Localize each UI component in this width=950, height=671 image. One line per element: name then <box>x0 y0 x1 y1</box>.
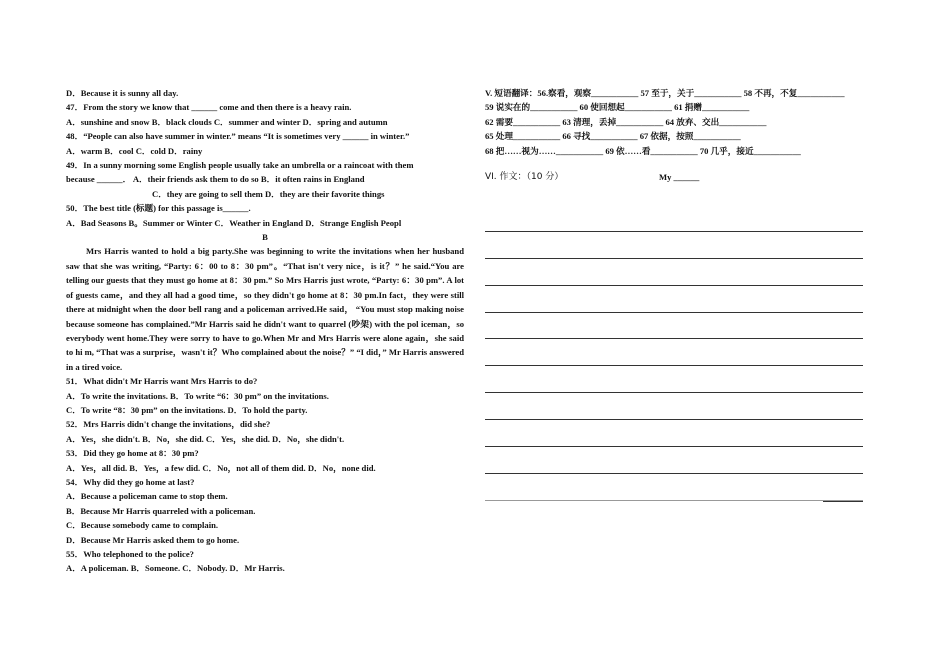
writing-line-end-mark <box>823 501 863 502</box>
writing-line[interactable] <box>485 259 863 286</box>
question-51-options-ab: A．To write the invitations. B．To write “6：30 pm” on the invitations. <box>66 390 329 401</box>
composition-my-label: My ______ <box>659 172 700 183</box>
composition-writing-area[interactable] <box>485 205 863 501</box>
question-55: 55．Who telephoned to the police? <box>66 549 194 559</box>
question-52: 52．Mrs Harris didn't change the invitations，did she? <box>66 419 271 430</box>
question-54-option-d: D．Because Mr Harris asked them to go home. <box>66 534 240 545</box>
question-52-options: A．Yes，she didn't. B．No，she did. C．Yes，she did. D．No，she didn't. <box>66 433 345 444</box>
question-50: 50．The best title (标题) for this passage is______. <box>66 203 251 214</box>
writing-line[interactable] <box>485 205 863 232</box>
question-54-option-a: A．Because a policeman came to stop them. <box>66 491 228 502</box>
question-53: 53．Did they go home at 8：30 pm? <box>66 448 199 459</box>
question-51: 51．What didn't Mr Harris want Mrs Harris to do? <box>66 376 258 387</box>
passage-b-body: Mrs Harris wanted to hold a big party.She was beginning to write the invitations when her husband saw that she was writing, “Party: 6：00 to 8：30 pm”。“That isn't very nice，is it？” he said.“You are telling our guests that they must go home at 8：30 pm.” So Mrs Harris just wrote, “Party: 6：30 pm”. A lot of guests came，and they all had a good time，so they didn't go home at 8：30 pm.In fact，they were still there at midnight when the door bell rang and a policeman arrived.He said， “You must stop making noise because someone has complained.”Mr Harris said he didn't want to quarrel (吵架) with the pol iceman，so everybody went home.They were sorry to have to go.When Mr and Mrs Harris were alone again，she said to hi m, “That was a surprise，wasn't it？Who complained about the noise？” “I did，” Mr Harris answered in a tired voice. <box>66 246 464 372</box>
phrase-translation-line-1: V. 短语翻译：56.察看，观察___________ 57 至于，关于___________ 58 不再，不复___________ <box>485 88 845 98</box>
question-46-option-d: D．Because it is sunny all day. <box>66 88 179 98</box>
writing-line[interactable] <box>485 286 863 313</box>
writing-line[interactable] <box>485 366 863 393</box>
question-53-options: A．Yes，all did. B．Yes，a few did. C．No，not all of them did. D．No，none did. <box>66 462 376 473</box>
phrase-translation-line-2: 59 说实在的___________ 60 使回想起___________ 61 捐赠___________ <box>485 102 750 113</box>
phrase-translation-line-3: 62 需要___________ 63 清理，丢掉___________ 64 放弃、交出___________ <box>485 116 767 127</box>
right-column <box>485 86 885 186</box>
question-54: 54．Why did they go home at last? <box>66 476 195 487</box>
question-49: 49．In a sunny morning some English people usually take an umbrella or a raincoat with them <box>66 160 414 171</box>
writing-line[interactable] <box>485 447 863 474</box>
passage-b-text <box>66 244 464 374</box>
composition-header <box>485 170 885 186</box>
question-47-options: A．sunshine and snow B．black clouds C．summer and winter D．spring and autumn <box>66 116 388 127</box>
question-49-options-cd: C．they are going to sell them D．they are their favorite things <box>152 188 385 199</box>
writing-line[interactable] <box>485 313 863 340</box>
question-48: 48．“People can also have summer in winter.” means “It is sometimes very ______ in winter.” <box>66 131 410 142</box>
question-54-option-b: B．Because Mr Harris quarreled with a policeman. <box>66 505 256 516</box>
passage-b-label: B <box>262 232 268 243</box>
writing-line[interactable] <box>485 393 863 420</box>
question-50-options: A．Bad Seasons B。Summer or Winter C．Weather in England D．Strange English Peopl <box>66 217 402 228</box>
phrase-translation-line-4: 65 处理___________ 66 寻找___________ 67 依据，按照___________ <box>485 131 741 142</box>
question-55-options: A．A policeman. B．Someone. C．Nobody. D．Mr Harris. <box>66 563 285 574</box>
composition-title: VI. 作文：（10 分） <box>485 172 564 183</box>
question-49-options-ab: because ______． A．their friends ask them to do so B．it often rains in England <box>66 174 365 185</box>
question-48-options: A．warm B．cool C．cold D．rainy <box>66 145 203 156</box>
question-54-option-c: C．Because somebody came to complain. <box>66 520 219 531</box>
question-51-options-cd: C．To write “8：30 pm” on the invitations. D．To hold the party. <box>66 404 308 415</box>
writing-line[interactable] <box>485 420 863 447</box>
writing-line[interactable] <box>485 232 863 259</box>
writing-line-last[interactable] <box>485 474 863 501</box>
writing-line[interactable] <box>485 339 863 366</box>
phrase-translation-line-5: 68 把……视为……___________ 69 依……看___________ 70 几乎，接近___________ <box>485 145 801 156</box>
left-column <box>66 86 464 576</box>
question-47: 47．From the story we know that ______ come and then there is a heavy rain. <box>66 102 352 113</box>
